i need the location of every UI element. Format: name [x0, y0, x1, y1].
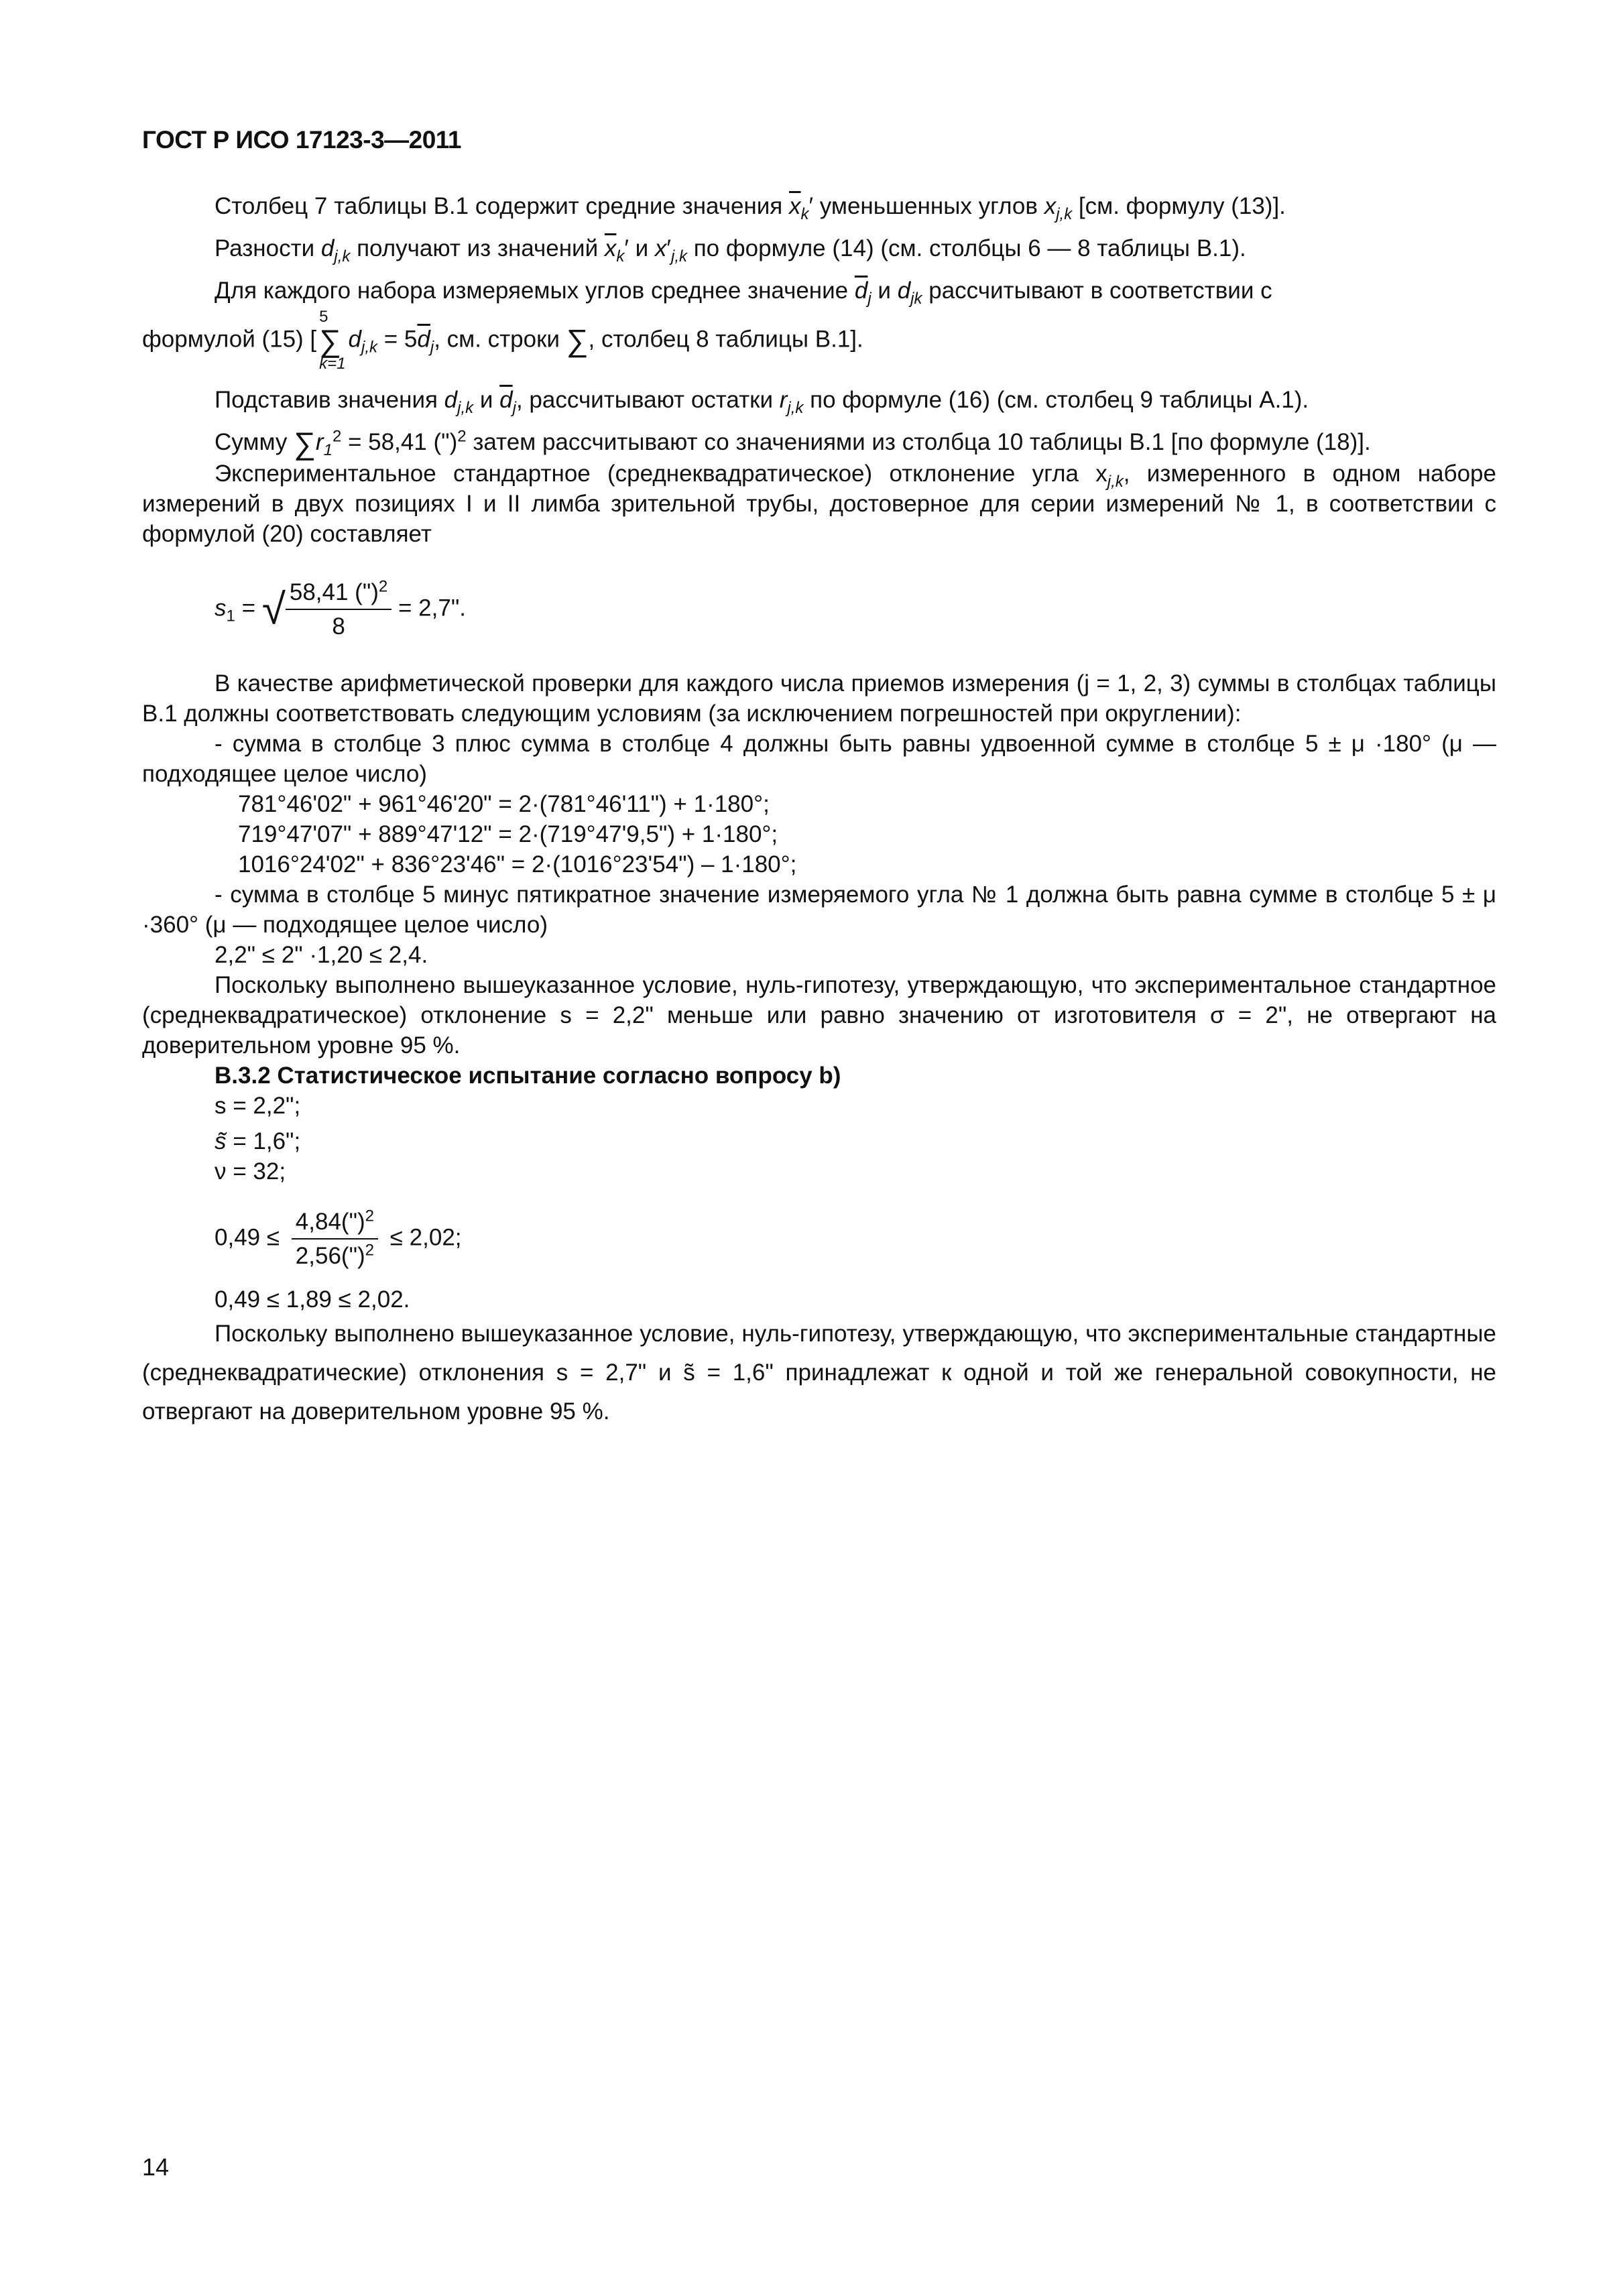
paragraph-conclusion-1: Поскольку выполнено вышеуказанное условие, нуль-гипотезу, утверждающую, что экспериментальное стандартное (среднеквадратическое) отклонение s = 2,2" меньше или равно значению от изготовителя σ = 2", не отвергают на доверительном уровне 95 %. [142, 972, 1496, 1059]
section-heading-b32: В.3.2 Статистическое испытание согласно вопросу b) [215, 1063, 841, 1089]
paragraph-condition-1: - сумма в столбце 3 плюс сумма в столбце 4 должны быть равны удвоенной сумме в столбце 5 ± μ ·180° (μ — подходящее целое число) [142, 731, 1496, 787]
value-s: s = 2,2"; [215, 1093, 301, 1119]
paragraph-formula-15: формулой (15) [5 ∑ $k=1d_{j,k} = 5\overline{d}_j$, см. строки ∑, столбец 8 таблицы В.1]. [142, 308, 863, 373]
formula-s1: $s_1$ = √ $\frac{58,41 (")^2}{8}$ = 2,7". [215, 577, 1496, 642]
symbol-x-bar: $\overline{x}$ [789, 193, 801, 219]
paragraph-sum-squares: Сумму $\sum r_1^2 = 58,41$ (")$^2$ затем рассчитывают со значениями из столбца 10 таблицы В.1 [по формуле (18)]. [215, 426, 1371, 461]
paragraph-experimental-deviation: Экспериментальное стандартное (среднеквадратическое) отклонение угла $x_{j,k}$, измеренного в одном наборе измерений в двух позициях I и II лимба зрительной трубы, достоверное для серии измерений № 1, в соответствии с формулой (20) составляет [142, 461, 1496, 547]
page-number: 14 [142, 2153, 170, 2181]
paragraph-residuals: Подставив значения $d_{j,k}$ и $\overline{d}_j$, рассчитывают остатки $r_{j,k}$ по формуле (16) (см. столбец 9 таблицы А.1). [215, 387, 1309, 417]
document-header: ГОСТ Р ИСО 17123-3—2011 [142, 126, 461, 154]
paragraph-column-7: Столбец 7 таблицы В.1 содержит средние значения $\overline{x}_k'$ уменьшенных углов $x_{j,k}$ [см. формулу (13)]. [215, 193, 1286, 223]
paragraph-arithmetic-check: В качестве арифметической проверки для каждого числа приемов измерения (j = 1, 2, 3) суммы в столбцах таблицы В.1 должны соответствовать следующим условиям (за исключением погрешностей при округлении): [142, 670, 1496, 727]
paragraph-mean-value: Для каждого набора измеряемых углов среднее значение $\overline{d}_j$ и $d_{jk}$ рассчитывают в соответствии с [215, 278, 1272, 308]
paragraph-conclusion-2: Поскольку выполнено вышеуказанное условие, нуль-гипотезу, утверждающую, что экспериментальные стандартные (среднеквадратические) отклонения s = 2,7" и s̃ = 1,6" принадлежат к одной и той же генеральной совокупности, не отвергают на доверительном уровне 95 %. [142, 1321, 1496, 1425]
square-root: √ $\frac{58,41 (")^2}{8}$ [262, 577, 392, 642]
inequality-result: 0,49 ≤ 1,89 ≤ 2,02. [215, 1286, 410, 1313]
document-body [142, 191, 1496, 1431]
formula-f-test: 0,49 ≤ $\frac{4,84(")^2}{2,56(")^2}$ ≤ 2,02; [215, 1207, 462, 1269]
sum-operator: 5 ∑ k=1 [319, 308, 346, 373]
value-nu: ν = 32; [215, 1158, 286, 1185]
equation-4: 2,2" ≤ 2" ·1,20 ≤ 2,4. [215, 942, 428, 968]
equation-1: 781°46'02" + 961°46'20" = 2·(781°46'11") + 1·180°; [238, 791, 770, 817]
equation-2: 719°47'07" + 889°47'12" = 2·(719°47'9,5") + 1·180°; [238, 821, 778, 847]
equation-3: 1016°24'02" + 836°23'46" = 2·(1016°23'54") – 1·180°; [238, 851, 797, 878]
paragraph-condition-2: - сумма в столбце 5 минус пятикратное значение измеряемого угла № 1 должна быть равна сумме в столбце 5 ± μ ·360° (μ — подходящее целое число) [142, 882, 1496, 938]
paragraph-differences: Разности $d_{j,k}$ получают из значений $\overline{x}_k'$ и $x'_{j,k}$ по формуле (14) (см. столбцы 6 — 8 таблицы В.1). [215, 235, 1246, 265]
value-s-tilde: s̃ = 1,6"; [215, 1128, 301, 1154]
